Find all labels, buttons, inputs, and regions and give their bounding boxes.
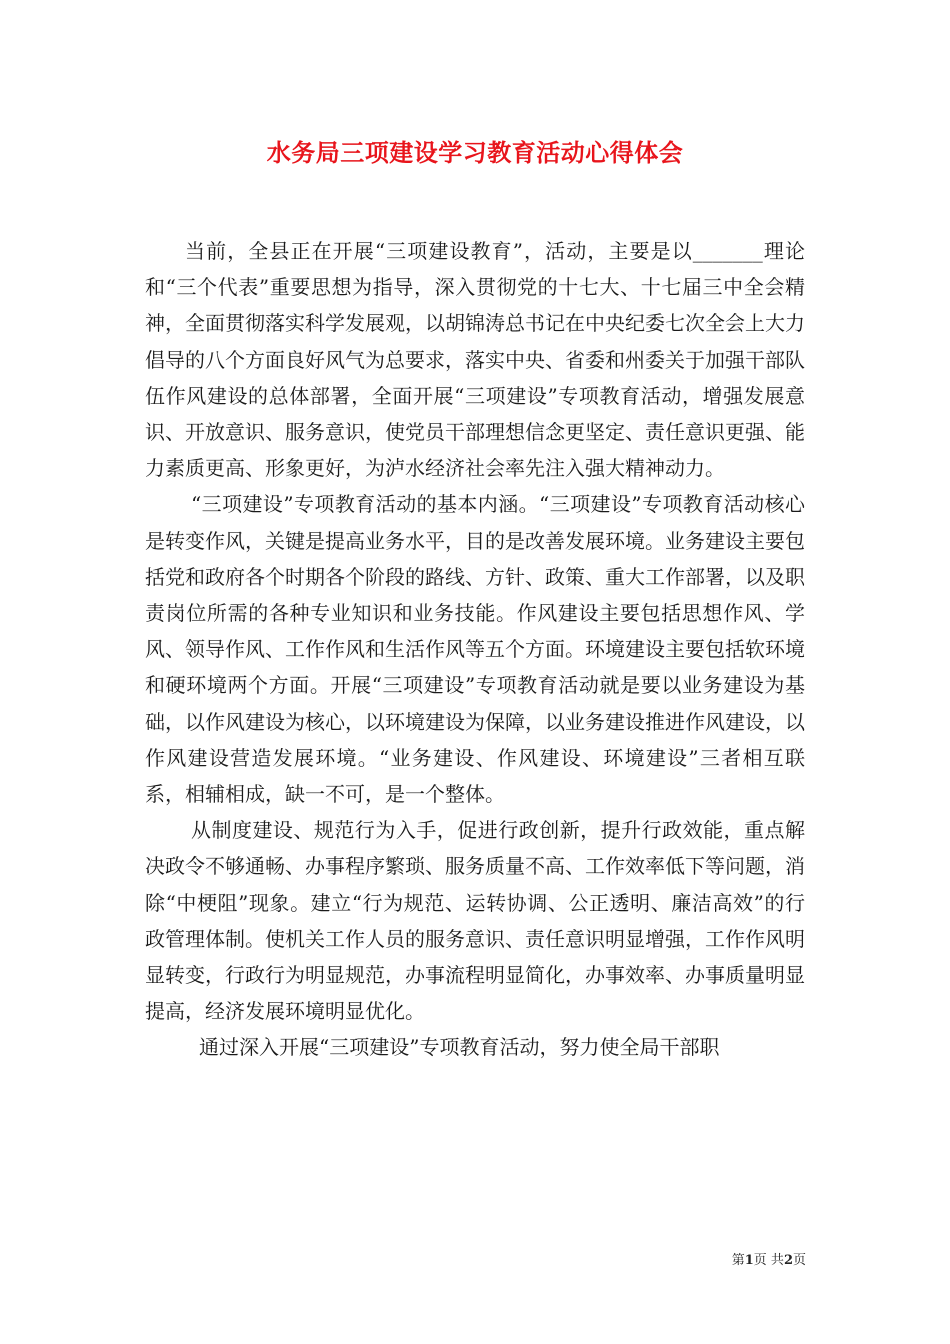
footer-prefix: 第	[731, 1253, 745, 1268]
page-number-footer	[732, 1249, 806, 1268]
total-pages-number: 2	[783, 1253, 793, 1268]
current-page-number: 1	[744, 1253, 754, 1268]
footer-suffix: 页	[792, 1253, 806, 1268]
document-body	[145, 233, 805, 1066]
footer-middle: 页 共	[753, 1253, 784, 1268]
page-title: 水务局三项建设学习教育活动心得体会	[266, 138, 684, 167]
paragraph: “三项建设”专项教育活动的基本内涵。“三项建设”专项教育活动核心是转变作风，关键是提高业务水平，目的是改善发展环境。业务建设主要包括党和政府各个时期各个阶段的路线、方针、政策、重大工作部署，以及职责岗位所需的各种专业知识和业务技能。作风建设主要包括思想作风、学风、领导作风、工作作风和生活作风等五个方面。环境建设主要包括软环境和硬环境两个方面。开展“三项建设”专项教育活动就是要以业务建设为基础，以作风建设为核心，以环境建设为保障，以业务建设推进作风建设，以作风建设营造发展环境。“业务建设、作风建设、环境建设”三者相互联系，相辅相成，缺一不可，是一个整体。	[145, 492, 805, 807]
paragraph: 从制度建设、规范行为入手，促进行政创新，提升行政效能，重点解决政令不够通畅、办事程序繁琐、服务质量不高、工作效率低下等问题，消除“中梗阻”现象。建立“行为规范、运转协调、公正透明、廉洁高效”的行政管理体制。使机关工作人员的服务意识、责任意识明显增强，工作作风明显转变，行政行为明显规范，办事流程明显简化，办事效率、办事质量明显提高，经济发展环境明显优化。	[145, 818, 805, 1024]
paragraph: 通过深入开展“三项建设”专项教育活动，努力使全局干部职	[199, 1035, 720, 1060]
paragraph: 当前，全县正在开展“三项建设教育”，活动，主要是以_______理论和“三个代表”重要思想为指导，深入贯彻党的十七大、十七届三中全会精神，全面贯彻落实科学发展观，以胡锦涛总书记在中央纪委七次全会上大力倡导的八个方面良好风气为总要求，落实中央、省委和州委关于加强干部队伍作风建设的总体部署，全面开展“三项建设”专项教育活动，增强发展意识、开放意识、服务意识，使党员干部理想信念更坚定、责任意识更强、能力素质更高、形象更好，为泸水经济社会率先注入强大精神动力。	[145, 239, 805, 481]
